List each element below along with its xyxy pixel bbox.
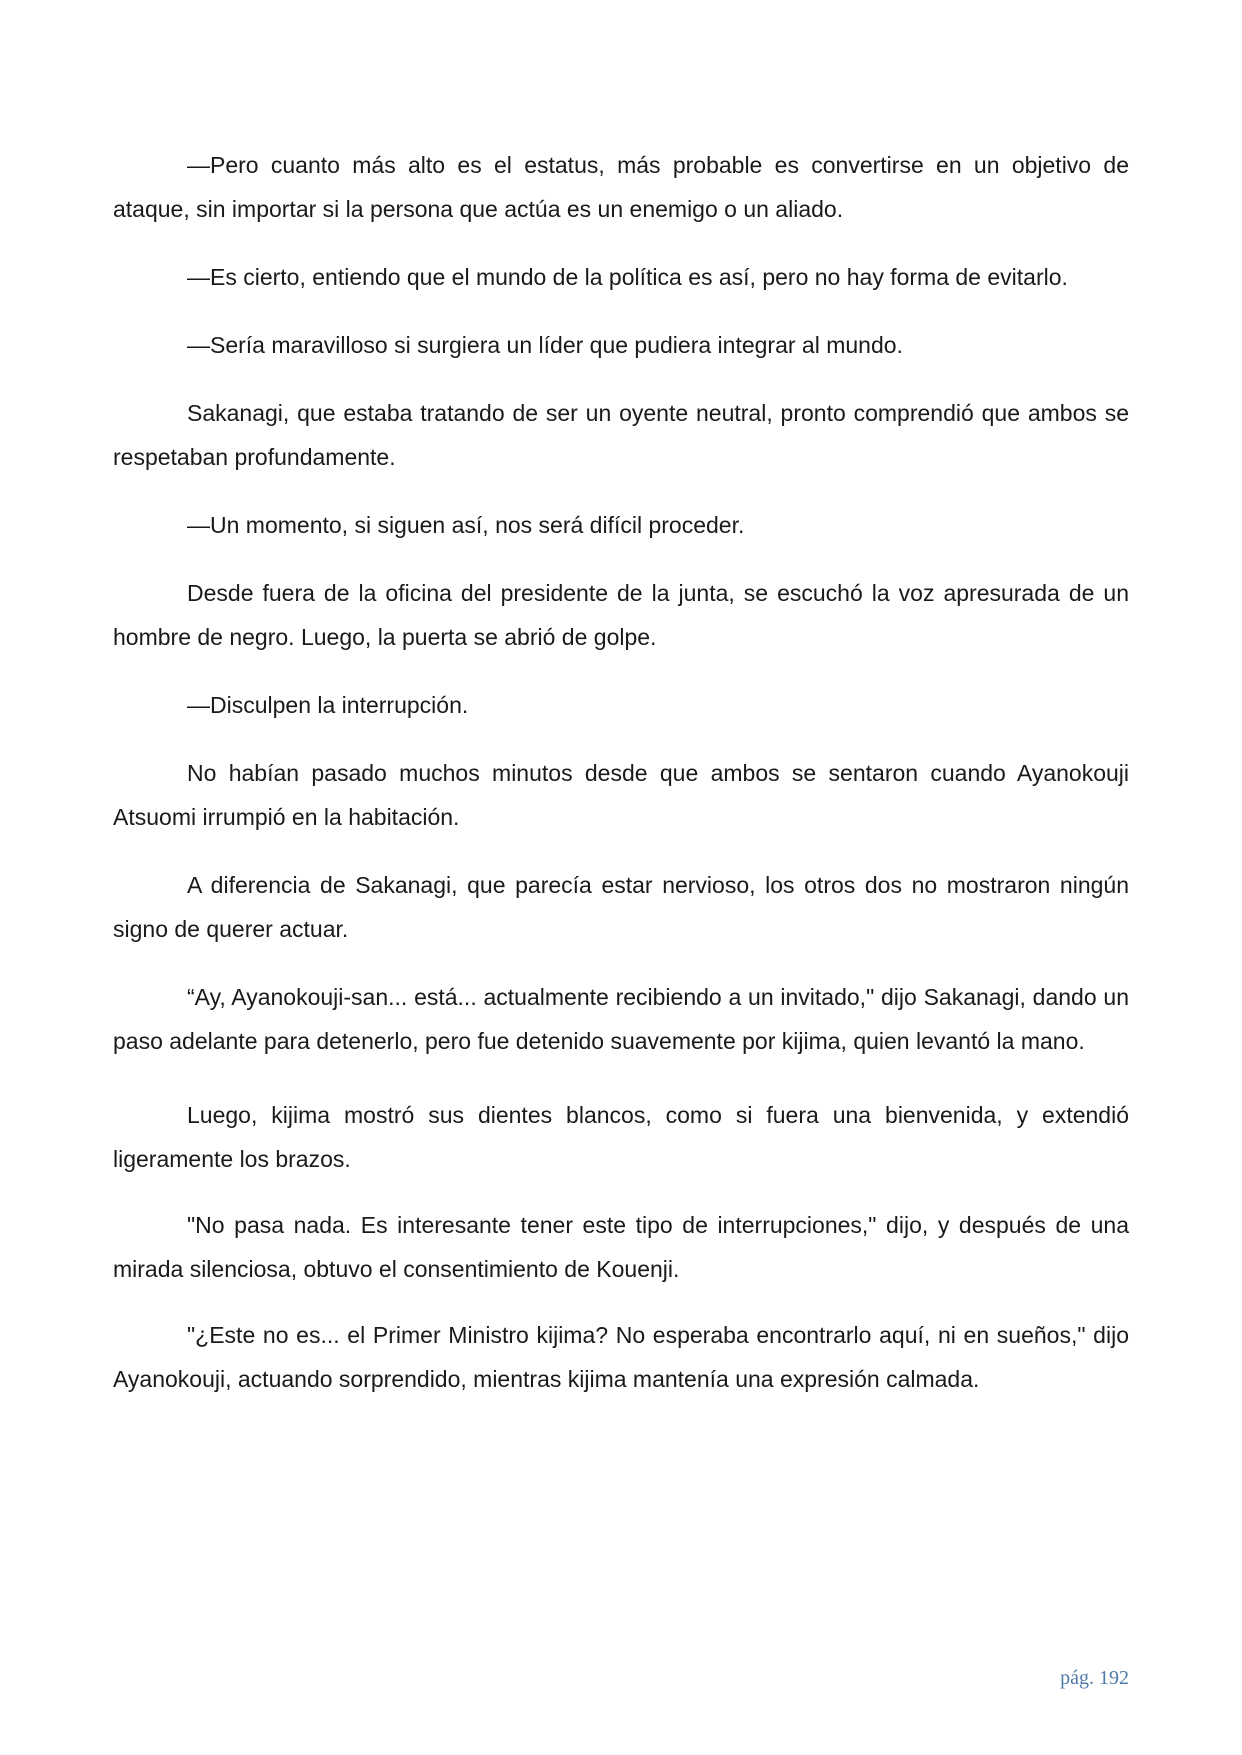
page-number: pág. 192	[1060, 1667, 1129, 1689]
paragraph-12: "No pasa nada. Es interesante tener este tipo de interrupciones," dijo, y después de una mirada silenciosa, obtuvo el consentimiento de Kouenji.	[113, 1212, 1129, 1282]
paragraph-11: Luego, kijima mostró sus dientes blancos, como si fuera una bienvenida, y extendió ligeramente los brazos.	[113, 1102, 1129, 1172]
paragraph-2: —Es cierto, entiendo que el mundo de la política es así, pero no hay forma de evitarlo.	[187, 264, 1068, 290]
paragraph-7: —Disculpen la interrupción.	[187, 692, 469, 718]
paragraph-6: Desde fuera de la oficina del presidente de la junta, se escuchó la voz apresurada de un hombre de negro. Luego, la puerta se abrió de golpe.	[113, 580, 1129, 650]
paragraph-9: A diferencia de Sakanagi, que parecía estar nervioso, los otros dos no mostraron ningún signo de querer actuar.	[113, 872, 1129, 942]
paragraph-10: “Ay, Ayanokouji-san... está... actualmente recibiendo a un invitado," dijo Sakanagi, dando un paso adelante para detenerlo, pero fue detenido suavemente por kijima, quien levantó la mano.	[113, 984, 1129, 1054]
paragraph-13: "¿Este no es... el Primer Ministro kijima? No esperaba encontrarlo aquí, ni en sueños," dijo Ayanokouji, actuando sorprendido, mientras kijima mantenía una expresión calmada.	[113, 1322, 1129, 1392]
paragraph-8: No habían pasado muchos minutos desde que ambos se sentaron cuando Ayanokouji Atsuomi irrumpió en la habitación.	[113, 760, 1129, 830]
paragraph-4: Sakanagi, que estaba tratando de ser un oyente neutral, pronto comprendió que ambos se respetaban profundamente.	[113, 400, 1129, 470]
paragraph-1: —Pero cuanto más alto es el estatus, más probable es convertirse en un objetivo de ataque, sin importar si la persona que actúa es un enemigo o un aliado.	[113, 152, 1129, 222]
paragraph-5: —Un momento, si siguen así, nos será difícil proceder.	[187, 512, 745, 538]
document-body	[113, 143, 1129, 1401]
paragraph-3: —Sería maravilloso si surgiera un líder que pudiera integrar al mundo.	[187, 332, 903, 358]
